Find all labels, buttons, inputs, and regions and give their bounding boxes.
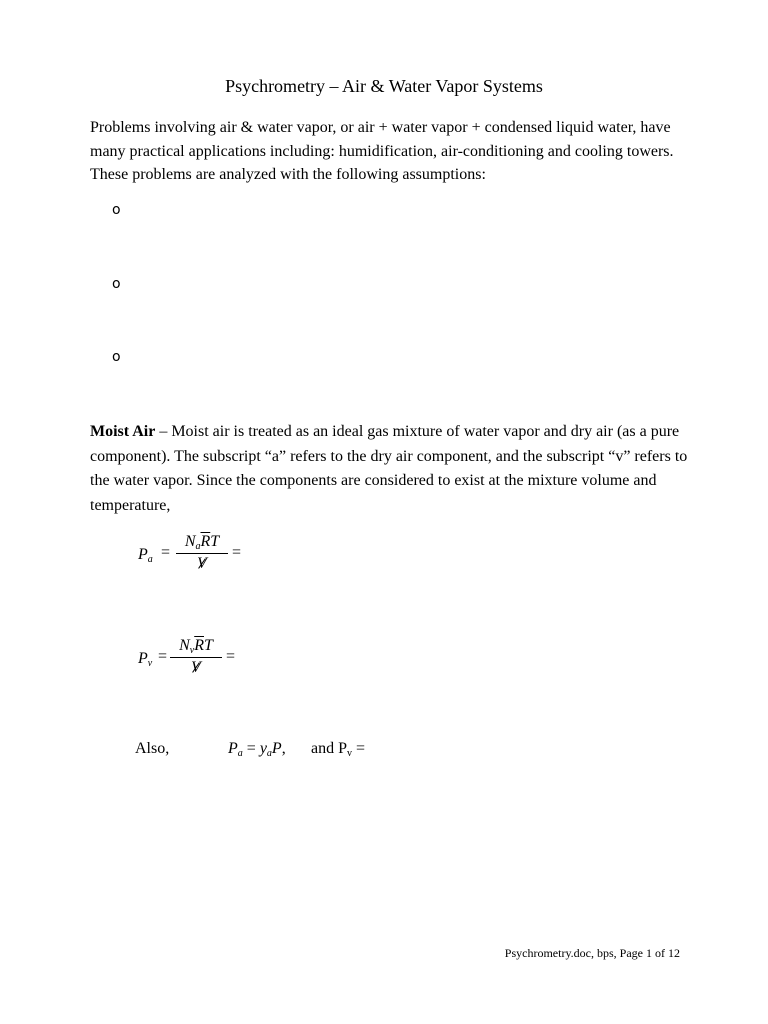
eq-pa-denominator: V — [197, 555, 207, 572]
also-line — [135, 740, 435, 762]
bullet-1: o — [112, 202, 121, 218]
page-footer: Psychrometry.doc, bps, Page 1 of 12 — [504, 946, 680, 960]
moist-air-paragraph — [90, 420, 690, 518]
also-word: Also, — [135, 740, 170, 757]
eq-pa-lhs: $P_a$ — [138, 546, 153, 565]
bullet-2: o — [112, 276, 121, 292]
eq-pv-equals: = — [158, 648, 168, 665]
moist-air-heading: Moist Air — [90, 423, 156, 440]
equation-pv — [138, 636, 258, 686]
eq-pa-numerator: $N_a\overline{R}T$ — [184, 533, 220, 552]
moist-air-text: – Moist air is treated as an ideal gas mixture of water vapor and dry air (as a pure component). The subscript “a” refers to the dry air component, and the subscript “v” refers to the water vapor. Since the components are considered to exist at the mixture volume and temperature, — [90, 423, 688, 514]
also-equation: $P_a = y_aP$, — [228, 740, 286, 759]
eq-pa-fraction — [176, 532, 228, 574]
eq-pv-lhs: $P_v$ — [138, 650, 153, 669]
eq-pa-rhs-equals: = — [232, 544, 242, 561]
equation-pa — [138, 532, 258, 582]
also-pv: and $P_v$ = — [311, 740, 366, 759]
bullet-3: o — [112, 349, 121, 365]
eq-pv-rhs-equals: = — [226, 648, 236, 665]
eq-pv-numerator: $N_v\overline{R}T$ — [179, 637, 213, 656]
page-title: Psychrometry – Air & Water Vapor Systems — [225, 76, 543, 96]
eq-pa-equals: = — [161, 544, 171, 561]
eq-pv-denominator: V — [191, 659, 201, 676]
eq-pv-fraction — [170, 636, 222, 678]
intro-paragraph: Problems involving air & water vapor, or air + water vapor + condensed liquid water, have many practical applications including: humidification, air-conditioning and cooling towers. These problems are analyzed with the following assumptions: — [90, 119, 674, 183]
